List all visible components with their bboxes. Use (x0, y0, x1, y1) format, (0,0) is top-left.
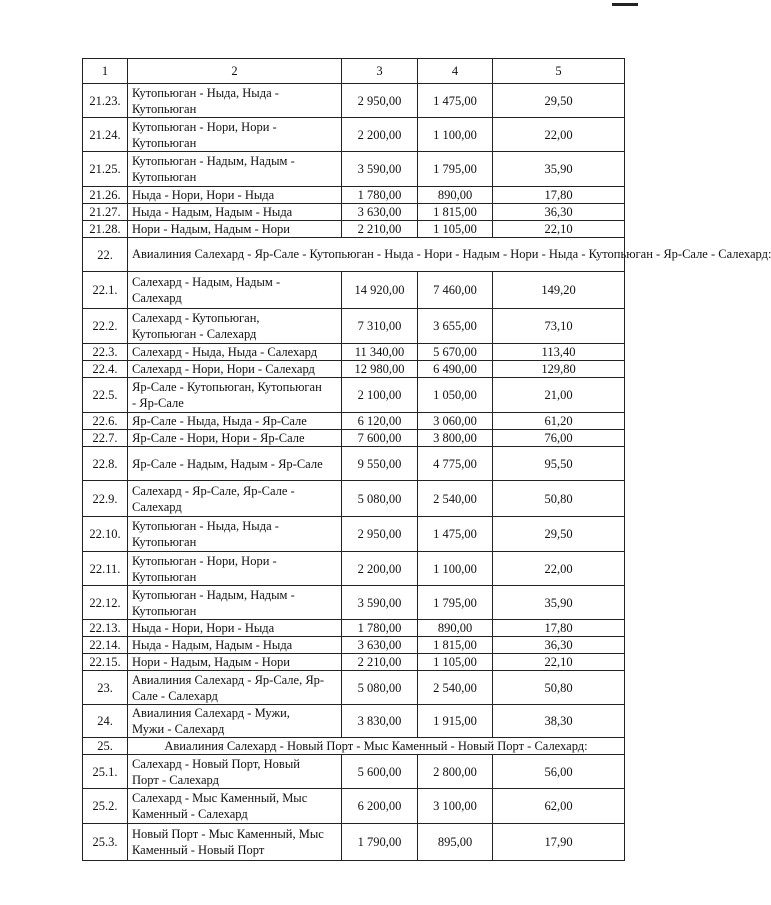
value-c5: 62,00 (493, 789, 625, 824)
item-number: 21.25. (83, 152, 128, 187)
route-name-line: - Яр-Сале (132, 396, 184, 410)
value-c3: 7 310,00 (342, 309, 418, 344)
item-number: 21.27. (83, 204, 128, 221)
value-c3: 3 830,00 (342, 705, 418, 738)
route-name-line: Кутопьюган (132, 135, 197, 150)
item-number: 21.24. (83, 118, 128, 152)
tariff-table (82, 58, 771, 861)
route-name-line: Нори - Надым, Надым - Нори (132, 222, 290, 236)
route-name-line: Салехард - Ныда, Ныда - Салехард (132, 345, 318, 359)
value-c3: 3 630,00 (342, 204, 418, 221)
value-c5: 17,80 (493, 187, 625, 204)
route-name-cell (128, 552, 342, 586)
route-name-line: Каменный - Новый Порт (132, 843, 265, 857)
route-name-cell (128, 620, 342, 637)
item-number: 22.8. (83, 447, 128, 481)
value-c3: 2 950,00 (342, 84, 418, 118)
table-body (83, 59, 771, 861)
item-number: 22.5. (83, 378, 128, 413)
route-name-cell (128, 118, 342, 152)
section-row (83, 738, 625, 755)
route-name-line: Кутопьюган - Надым, Надым - (132, 587, 295, 602)
route-name-line: Ныда - Нори, Нори - Ныда (132, 621, 275, 635)
item-number: 22.13. (83, 620, 128, 637)
table-row (83, 824, 625, 861)
item-number: 22.10. (83, 517, 128, 552)
section-title: Авиалиния Салехард - Яр-Сале - Кутопьюган - Ныда - Нори - Надым - Нори - Ныда - Кутопьюган - Яр-Сале - Салехард: (128, 238, 625, 272)
route-name-line: Кутопьюган - Ныда, Ныда - (132, 85, 279, 100)
value-c3: 1 780,00 (342, 187, 418, 204)
table-row (83, 637, 625, 654)
route-name-cell (128, 637, 342, 654)
route-name-line: Кутопьюган (132, 535, 197, 549)
value-c4: 1 475,00 (418, 517, 493, 552)
value-c5: 149,20 (493, 272, 625, 309)
route-name-cell (128, 204, 342, 221)
table-row (83, 118, 625, 152)
value-c3: 5 080,00 (342, 481, 418, 517)
header-cell-4: 4 (418, 59, 493, 84)
header-cell-1: 1 (83, 59, 128, 84)
value-c5: 61,20 (493, 413, 625, 430)
table-row (83, 481, 625, 517)
value-c3: 3 630,00 (342, 637, 418, 654)
route-name-cell (128, 413, 342, 430)
table-row (83, 620, 625, 637)
header-row (83, 59, 625, 84)
route-name-cell (128, 481, 342, 517)
item-number: 21.26. (83, 187, 128, 204)
table-row (83, 152, 625, 187)
route-name-line: Кутопьюган (132, 603, 197, 618)
header-cell-5: 5 (493, 59, 625, 84)
item-number: 22.15. (83, 654, 128, 671)
value-c4: 5 670,00 (418, 344, 493, 361)
value-c4: 2 540,00 (418, 481, 493, 517)
value-c4: 2 800,00 (418, 755, 493, 789)
route-name-line: Яр-Сале - Нори, Нори - Яр-Сале (132, 431, 305, 445)
section-row (83, 238, 625, 272)
value-c4: 6 490,00 (418, 361, 493, 378)
route-name-line: Ныда - Надым, Надым - Ныда (132, 638, 293, 652)
value-c4: 1 100,00 (418, 118, 493, 152)
item-number: 22.2. (83, 309, 128, 344)
item-number: 25.3. (83, 824, 128, 861)
value-c4: 7 460,00 (418, 272, 493, 309)
value-c3: 5 080,00 (342, 671, 418, 705)
route-name-line: Яр-Сале - Ныда, Ныда - Яр-Сале (132, 414, 307, 428)
value-c5: 17,80 (493, 620, 625, 637)
table-row (83, 430, 625, 447)
value-c3: 2 210,00 (342, 221, 418, 238)
table-row (83, 221, 625, 238)
route-name-cell (128, 705, 342, 738)
item-number: 22.6. (83, 413, 128, 430)
value-c5: 95,50 (493, 447, 625, 481)
value-c3: 3 590,00 (342, 586, 418, 620)
route-name-cell (128, 789, 342, 824)
table-row (83, 552, 625, 586)
value-c3: 6 200,00 (342, 789, 418, 824)
value-c3: 2 210,00 (342, 654, 418, 671)
value-c3: 1 790,00 (342, 824, 418, 861)
route-name-cell (128, 824, 342, 861)
table-row (83, 789, 625, 824)
table-row (83, 272, 625, 309)
value-c5: 22,10 (493, 654, 625, 671)
value-c5: 50,80 (493, 671, 625, 705)
table-row (83, 671, 625, 705)
value-c4: 1 815,00 (418, 204, 493, 221)
table-row (83, 187, 625, 204)
value-c4: 1 795,00 (418, 152, 493, 187)
value-c3: 6 120,00 (342, 413, 418, 430)
route-name-cell (128, 221, 342, 238)
value-c5: 29,50 (493, 84, 625, 118)
item-number: 21.28. (83, 221, 128, 238)
item-number: 22.11. (83, 552, 128, 586)
route-name-cell (128, 671, 342, 705)
route-name-cell (128, 586, 342, 620)
item-number: 22. (83, 238, 128, 272)
route-name-line: Каменный - Салехард (132, 807, 248, 821)
item-number: 22.1. (83, 272, 128, 309)
item-number: 23. (83, 671, 128, 705)
value-c4: 895,00 (418, 824, 493, 861)
route-name-line: Салехард - Надым, Надым - (132, 275, 281, 289)
route-name-line: Салехард - Яр-Сале, Яр-Сале - (132, 483, 295, 498)
value-c3: 2 200,00 (342, 552, 418, 586)
value-c4: 890,00 (418, 187, 493, 204)
route-name-line: Яр-Сале - Надым, Надым - Яр-Сале (132, 456, 323, 471)
value-c5: 73,10 (493, 309, 625, 344)
table-row (83, 586, 625, 620)
header-cell-3: 3 (342, 59, 418, 84)
value-c5: 36,30 (493, 204, 625, 221)
route-name-line: Салехард (132, 499, 182, 514)
route-name-line: Салехард - Мыс Каменный, Мыс (132, 791, 308, 805)
item-number: 21.23. (83, 84, 128, 118)
value-c3: 3 590,00 (342, 152, 418, 187)
table-row (83, 755, 625, 789)
route-name-line: Мужи - Салехард (132, 722, 225, 736)
item-number: 24. (83, 705, 128, 738)
value-c5: 38,30 (493, 705, 625, 738)
value-c4: 890,00 (418, 620, 493, 637)
table-row (83, 378, 625, 413)
route-name-line: Салехард (132, 291, 182, 305)
route-name-cell (128, 517, 342, 552)
route-name-line: Кутопьюган - Нори, Нори - (132, 553, 277, 568)
value-c5: 129,80 (493, 361, 625, 378)
value-c5: 29,50 (493, 517, 625, 552)
route-name-line: Новый Порт - Мыс Каменный, Мыс (132, 827, 324, 841)
value-c5: 35,90 (493, 152, 625, 187)
route-name-line: Кутопьюган (132, 101, 197, 116)
value-c4: 4 775,00 (418, 447, 493, 481)
table-row (83, 204, 625, 221)
table-row (83, 413, 625, 430)
value-c4: 1 915,00 (418, 705, 493, 738)
section-title: Авиалиния Салехард - Новый Порт - Мыс Каменный - Новый Порт - Салехард: (128, 738, 625, 755)
route-name-line: Нори - Надым, Надым - Нори (132, 655, 290, 669)
value-c3: 11 340,00 (342, 344, 418, 361)
value-c4: 1 815,00 (418, 637, 493, 654)
route-name-line: Кутопьюган - Салехард (132, 327, 257, 341)
value-c5: 22,00 (493, 552, 625, 586)
route-name-cell (128, 430, 342, 447)
item-number: 22.7. (83, 430, 128, 447)
value-c3: 2 200,00 (342, 118, 418, 152)
route-name-cell (128, 344, 342, 361)
route-name-cell (128, 187, 342, 204)
value-c5: 76,00 (493, 430, 625, 447)
value-c5: 50,80 (493, 481, 625, 517)
route-name-cell (128, 309, 342, 344)
item-number: 25.2. (83, 789, 128, 824)
table-row (83, 309, 625, 344)
value-c4: 1 105,00 (418, 221, 493, 238)
route-name-line: Салехард - Кутопьюган, (132, 311, 260, 325)
value-c5: 17,90 (493, 824, 625, 861)
value-c5: 36,30 (493, 637, 625, 654)
route-name-line: Салехард - Нори, Нори - Салехард (132, 362, 315, 376)
value-c4: 1 050,00 (418, 378, 493, 413)
value-c5: 22,00 (493, 118, 625, 152)
route-name-line: Кутопьюган (132, 170, 197, 184)
value-c3: 1 780,00 (342, 620, 418, 637)
value-c4: 1 475,00 (418, 84, 493, 118)
value-c5: 113,40 (493, 344, 625, 361)
route-name-cell (128, 447, 342, 481)
route-name-line: Салехард - Новый Порт, Новый (132, 756, 300, 771)
value-c5: 22,10 (493, 221, 625, 238)
route-name-line: Кутопьюган - Надым, Надым - (132, 154, 295, 168)
route-name-cell (128, 378, 342, 413)
value-c4: 3 060,00 (418, 413, 493, 430)
route-name-cell (128, 84, 342, 118)
value-c3: 2 100,00 (342, 378, 418, 413)
value-c5: 21,00 (493, 378, 625, 413)
route-name-line: Ныда - Надым, Надым - Ныда (132, 205, 293, 219)
route-name-cell (128, 654, 342, 671)
item-number: 22.3. (83, 344, 128, 361)
value-c4: 3 655,00 (418, 309, 493, 344)
table-row (83, 517, 625, 552)
item-number: 22.4. (83, 361, 128, 378)
item-number: 25.1. (83, 755, 128, 789)
route-name-line: Авиалиния Салехард - Яр-Сале, Яр- (132, 672, 325, 687)
header-cell-2: 2 (128, 59, 342, 84)
value-c3: 2 950,00 (342, 517, 418, 552)
item-number: 25. (83, 738, 128, 755)
value-c4: 1 105,00 (418, 654, 493, 671)
value-c5: 35,90 (493, 586, 625, 620)
route-name-cell (128, 361, 342, 378)
route-name-cell (128, 755, 342, 789)
value-c4: 2 540,00 (418, 671, 493, 705)
table-row (83, 447, 625, 481)
route-name-line: Сале - Салехард (132, 688, 218, 703)
table-row (83, 705, 625, 738)
route-name-line: Авиалиния Салехард - Мужи, (132, 706, 290, 720)
value-c3: 5 600,00 (342, 755, 418, 789)
route-name-line: Кутопьюган - Нори, Нори - (132, 119, 277, 134)
item-number: 22.12. (83, 586, 128, 620)
route-name-line: Ныда - Нори, Нори - Ныда (132, 188, 275, 202)
scan-mark (612, 3, 638, 6)
value-c3: 14 920,00 (342, 272, 418, 309)
route-name-line: Порт - Салехард (132, 772, 219, 787)
value-c4: 3 100,00 (418, 789, 493, 824)
table-row (83, 84, 625, 118)
value-c4: 1 795,00 (418, 586, 493, 620)
item-number: 22.9. (83, 481, 128, 517)
item-number: 22.14. (83, 637, 128, 654)
route-name-line: Кутопьюган - Ныда, Ныда - (132, 519, 279, 533)
route-name-cell (128, 152, 342, 187)
value-c3: 7 600,00 (342, 430, 418, 447)
table-row (83, 361, 625, 378)
route-name-cell (128, 272, 342, 309)
value-c5: 56,00 (493, 755, 625, 789)
route-name-line: Яр-Сале - Кутопьюган, Кутопьюган (132, 380, 322, 394)
value-c3: 12 980,00 (342, 361, 418, 378)
value-c4: 3 800,00 (418, 430, 493, 447)
route-name-line: Кутопьюган (132, 569, 197, 584)
table-row (83, 654, 625, 671)
value-c4: 1 100,00 (418, 552, 493, 586)
value-c3: 9 550,00 (342, 447, 418, 481)
table-row (83, 344, 625, 361)
